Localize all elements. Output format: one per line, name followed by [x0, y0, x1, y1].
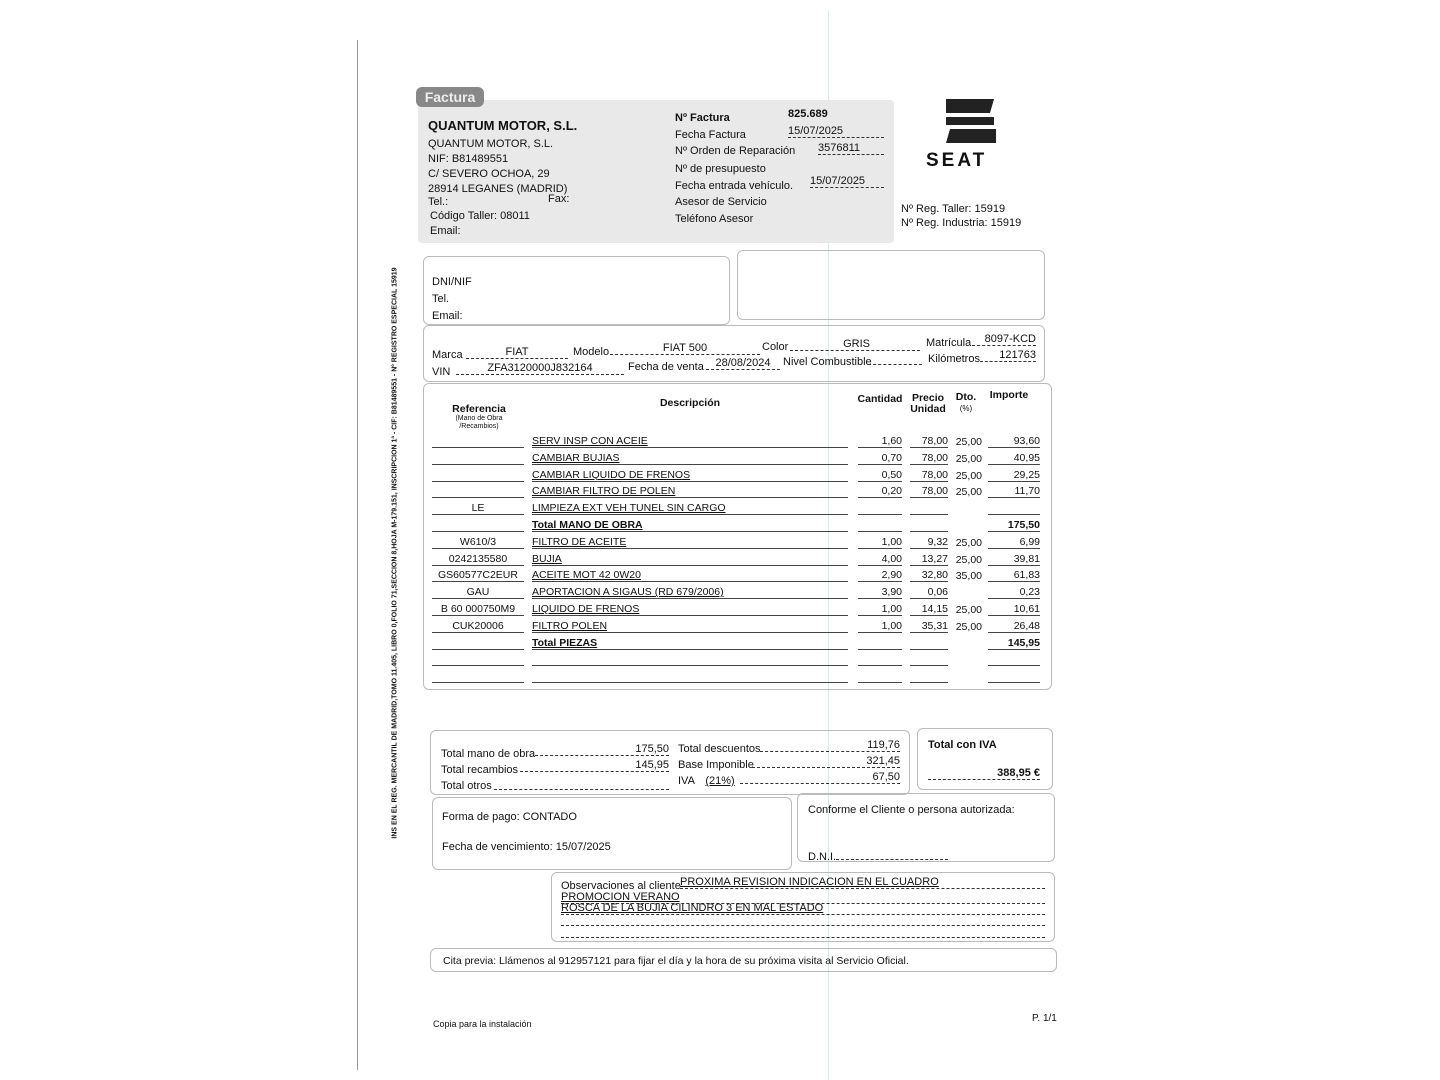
page-number: P. 1/1: [1032, 1013, 1057, 1024]
row-ref: B 60 000750M9: [432, 603, 524, 616]
row-desc: [532, 682, 848, 683]
row-cantidad: [858, 682, 902, 683]
payment-box: [432, 797, 792, 870]
vencimiento-label: Fecha de vencimiento:: [442, 841, 553, 853]
fecha-venta-label: Fecha de venta: [628, 361, 704, 373]
table-row: [432, 634, 1044, 651]
fax-label: Fax:: [548, 193, 570, 205]
vencimiento-value: 15/07/2025: [555, 841, 611, 853]
forma-pago-label: Forma de pago:: [442, 811, 520, 823]
observacion-5: [561, 926, 1045, 938]
codigo-taller: Código Taller: 08011: [430, 210, 530, 222]
row-importe: 6,99: [988, 536, 1040, 549]
iva-rate: (21%): [705, 775, 735, 787]
row-desc: CAMBIAR BUJIAS: [532, 452, 848, 465]
total-mano-obra-label: Total mano de obra: [441, 748, 536, 760]
table-row: [432, 600, 1044, 617]
fecha-venta: 28/08/2024: [706, 357, 780, 370]
table-row: [432, 516, 1044, 533]
observaciones-label: Observaciones al cliente: [561, 880, 681, 892]
row-desc: ACEITE MOT 42 0W20: [532, 569, 848, 582]
col-header-cantidad: Cantidad: [857, 393, 903, 405]
entry-date: 15/07/2025: [810, 175, 884, 188]
dni-signature-label: D.N.I.: [808, 851, 837, 863]
color-label: Color: [762, 341, 789, 353]
row-dto: 25,00: [955, 452, 982, 465]
company-nif: NIF: B81489551: [428, 153, 509, 165]
row-dto: 25,00: [955, 486, 982, 499]
forma-pago-value: CONTADO: [522, 811, 577, 823]
row-importe: 26,48: [988, 620, 1040, 633]
row-precio: 78,00: [910, 435, 948, 448]
table-row: [432, 533, 1044, 550]
matricula: 8097-KCD: [972, 333, 1036, 346]
invoice-no-label: Nº Factura: [675, 112, 730, 124]
dni-signature: [808, 850, 948, 863]
combustible-label: Nivel Combustible: [783, 356, 872, 368]
total-otros-label: Total otros: [441, 780, 492, 792]
row-ref: LE: [432, 502, 524, 515]
seat-logo-icon: [944, 97, 998, 145]
col-ref-label: Referencia: [452, 403, 506, 415]
iva-label: [678, 775, 735, 787]
row-precio: 78,00: [910, 452, 948, 465]
entry-date-label: Fecha entrada vehículo.: [675, 180, 794, 192]
client-tel-label: Tel.: [432, 293, 450, 305]
total-descuentos: 119,76: [760, 739, 900, 752]
modelo: FIAT 500: [610, 342, 760, 355]
row-precio: 32,80: [910, 569, 948, 582]
table-row: [432, 466, 1044, 483]
row-precio: 13,27: [910, 553, 948, 566]
total-recambios: 145,95: [520, 759, 669, 772]
row-cantidad: 1,60: [858, 435, 902, 448]
base-imponible-label: Base Imponible: [678, 759, 754, 771]
row-importe: 11,70: [988, 485, 1040, 498]
total-recambios-label: Total recambios: [441, 764, 519, 776]
repair-order: 3576811: [818, 142, 884, 155]
col-dto-label: Dto.: [955, 391, 977, 403]
table-row: [432, 482, 1044, 499]
repair-order-label: Nº Orden de Reparación: [675, 145, 796, 157]
invoice-badge: Factura: [416, 87, 484, 107]
row-ref: [432, 682, 524, 683]
col-header-precio: Precio Unidad: [910, 392, 946, 415]
row-cantidad: 3,90: [858, 586, 902, 599]
reg-industria: Nº Reg. Industria: 15919: [901, 217, 1022, 229]
row-cantidad: 4,00: [858, 553, 902, 566]
col-ref-sub: (Mano de Obra /Recambios): [455, 415, 503, 430]
km-label: Kilómetros: [928, 353, 980, 365]
color: GRIS: [790, 338, 920, 351]
col-header-dto: [952, 392, 980, 414]
row-cantidad: 0,20: [858, 485, 902, 498]
row-dto: 35,00: [955, 570, 982, 583]
row-ref: 0242135580: [432, 553, 524, 566]
row-precio: 35,31: [910, 620, 948, 633]
client-email-label: Email:: [432, 310, 463, 322]
row-importe: 175,50: [988, 519, 1040, 532]
vin-label: VIN: [432, 366, 451, 378]
row-desc: CAMBIAR FILTRO DE POLEN: [532, 485, 848, 498]
total-mano-obra: 175,50: [535, 743, 669, 756]
observacion-4: [561, 914, 1045, 926]
table-row: [432, 667, 1044, 684]
observacion-1: PROXIMA REVISION INDICACION EN EL CUADRO: [680, 876, 1045, 889]
row-desc: APORTACION A SIGAUS (RD 679/2006): [532, 586, 848, 599]
row-dto: 25,00: [955, 469, 982, 482]
row-importe: 10,61: [988, 603, 1040, 616]
observacion-2: PROMOCION VERANO: [561, 891, 1045, 904]
row-cantidad: 1,00: [858, 603, 902, 616]
row-importe: [988, 682, 1040, 683]
col-header-importe: Importe: [989, 389, 1029, 401]
row-desc: BUJIA: [532, 553, 848, 566]
matricula-label: Matrícula: [926, 337, 972, 349]
modelo-label: Modelo: [573, 346, 610, 358]
iva-amount: 67,50: [740, 771, 900, 784]
conforme-label: Conforme el Cliente o persona autorizada:: [808, 804, 1015, 816]
row-ref: CUK20006: [432, 620, 524, 633]
vencimiento: [442, 841, 611, 853]
row-precio: [910, 682, 948, 683]
total-otros: [494, 778, 669, 790]
table-row: [432, 499, 1044, 516]
table-row: [432, 449, 1044, 466]
row-dto: 25,00: [955, 536, 982, 549]
row-dto: 25,00: [955, 436, 982, 448]
advisor-phone-label: Teléfono Asesor: [675, 213, 754, 225]
row-precio: 78,00: [910, 469, 948, 482]
row-precio: 9,32: [910, 536, 948, 549]
row-desc: FILTRO DE ACEITE: [532, 536, 848, 549]
total-iva-label: Total con IVA: [928, 739, 997, 751]
cita-previa: Cita previa: Llámenos al 912957121 para fijar el día y la hora de su próxima visita al Servicio Oficial.: [443, 955, 909, 967]
table-row: [432, 583, 1044, 600]
marca: FIAT: [466, 346, 568, 359]
scan-edge: [357, 40, 358, 1070]
row-cantidad: 0,70: [858, 452, 902, 465]
row-importe: 61,83: [988, 569, 1040, 582]
company-address: [428, 137, 567, 197]
dni-signature-line: [836, 850, 948, 860]
row-cantidad: 0,50: [858, 469, 902, 482]
company-name: QUANTUM MOTOR, S.L.: [428, 138, 554, 150]
combustible: [868, 353, 922, 365]
row-desc: FILTRO POLEN: [532, 620, 848, 633]
reg-taller: Nº Reg. Taller: 15919: [901, 203, 1006, 215]
row-cantidad: 1,00: [858, 620, 902, 633]
vin: ZFA3120000J832164: [456, 362, 624, 375]
row-desc: Total PIEZAS: [532, 637, 848, 650]
row-importe: 29,25: [988, 469, 1040, 482]
row-ref: GS60577C2EUR: [432, 569, 524, 582]
row-desc: LIQUIDO DE FRENOS: [532, 603, 848, 616]
row-dto: 25,00: [955, 604, 982, 616]
row-desc: LIMPIEZA EXT VEH TUNEL SIN CARGO: [532, 502, 848, 515]
row-desc: Total MANO DE OBRA: [532, 519, 848, 532]
tel-label: Tel.:: [428, 196, 449, 208]
row-importe: 0,23: [988, 586, 1040, 599]
col-header-descripcion: Descripción: [659, 397, 721, 409]
company-title: QUANTUM MOTOR, S.L.: [428, 118, 578, 133]
table-row: [432, 617, 1044, 634]
row-ref: GAU: [432, 586, 524, 599]
table-row: [432, 566, 1044, 583]
total-descuentos-label: Total descuentos: [678, 743, 761, 755]
email-label: Email:: [430, 225, 461, 237]
row-importe: 145,95: [988, 637, 1040, 650]
observacion-3: ROSCA DE LA BUJIA CILINDRO 3 EN MAL ESTADO: [561, 902, 1045, 915]
row-dto: 25,00: [955, 553, 982, 566]
total-iva-box: [917, 728, 1053, 790]
col-dto-sub: (%): [959, 404, 973, 413]
row-precio: 0,06: [910, 586, 948, 599]
km: 121763: [980, 349, 1036, 362]
table-row: [432, 550, 1044, 567]
advisor-label: Asesor de Servicio: [675, 196, 767, 208]
row-desc: CAMBIAR LIQUIDO DE FRENOS: [532, 469, 848, 482]
total-iva: 388,95 €: [928, 767, 1040, 780]
row-dto: 25,00: [955, 620, 982, 633]
row-importe: 39,81: [988, 553, 1040, 566]
row-ref: W610/3: [432, 536, 524, 549]
table-row: [432, 650, 1044, 667]
invoice-no: 825.689: [788, 108, 828, 120]
base-imponible: 321,45: [752, 755, 900, 768]
budget-label: Nº de presupuesto: [675, 163, 766, 175]
row-precio: 14,15: [910, 603, 948, 616]
client-address-box: [737, 250, 1045, 320]
client-fields: [432, 274, 472, 325]
row-importe: 93,60: [988, 435, 1040, 448]
row-cantidad: 1,00: [858, 536, 902, 549]
iva-text: IVA: [678, 775, 695, 787]
table-row: [432, 432, 1044, 449]
row-cantidad: 2,90: [858, 569, 902, 582]
forma-pago: [442, 811, 577, 823]
company-city: 28914 LEGANES (MADRID): [428, 183, 568, 195]
copy-label: Copia para la instalación: [433, 1019, 532, 1029]
legal-registry-text: INS EN EL REG. MERCANTIL DE MADRID,TOMO 11.405, LIBRO 0,FOLIO 71,SECCION 8,HOJA M-179.151, INSCRIPCION 1ª - CIF: B81489551 - Nº REGISTRO ESPECIAL 15919: [391, 267, 399, 839]
seat-brand-text: SEAT: [926, 150, 988, 171]
dni-label: DNI/NIF: [432, 276, 472, 288]
row-importe: 40,95: [988, 452, 1040, 465]
company-street: C/ SEVERO OCHOA, 29: [428, 168, 550, 180]
col-header-referencia: [440, 404, 518, 431]
row-desc: SERV INSP CON ACEIE: [532, 435, 848, 448]
invoice-date-label: Fecha Factura: [675, 129, 746, 141]
marca-label: Marca: [432, 349, 463, 361]
invoice-date: 15/07/2025: [788, 125, 884, 138]
row-precio: 78,00: [910, 485, 948, 498]
